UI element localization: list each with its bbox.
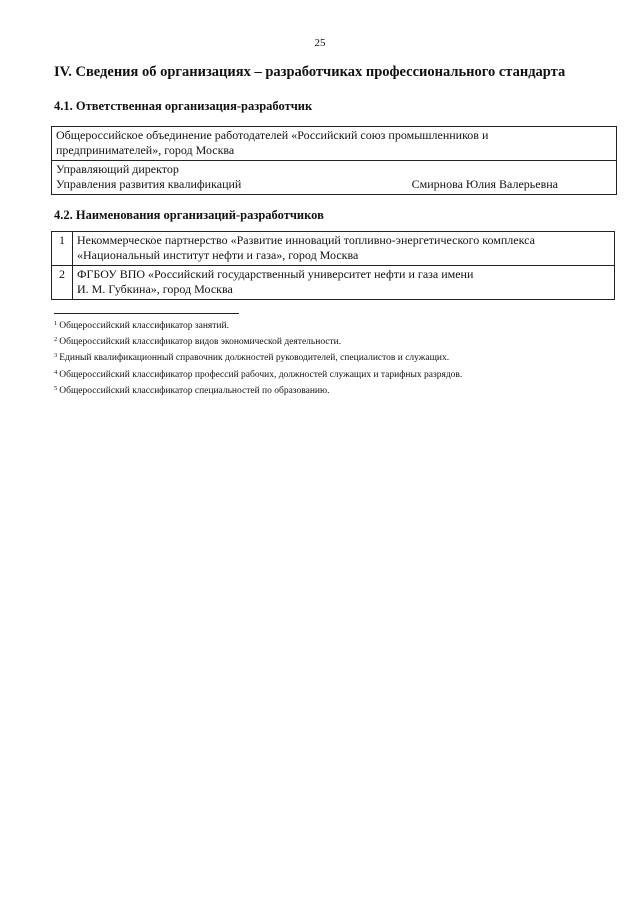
footnote-mark: 5	[54, 384, 58, 392]
responsible-person-name: Смирнова Юлия Валерьевна	[411, 177, 558, 191]
responsible-org-table	[51, 126, 617, 195]
footnote	[54, 317, 614, 333]
footnote-text: Общероссийский классификатор видов экономической деятельности.	[59, 337, 342, 348]
table-row	[52, 266, 615, 300]
developer-org-name	[73, 232, 615, 266]
developer-orgs-table	[51, 231, 615, 300]
footnote-divider	[54, 313, 239, 314]
responsible-org-heading: 4.1. Ответственная организация-разработчик	[54, 99, 313, 113]
footnote-mark: 1	[54, 320, 58, 327]
page-number: 25	[314, 37, 326, 49]
footnote-text: Общероссийский классификатор специальностей по образованию.	[59, 385, 330, 396]
developer-org-line: Некоммерческое партнерство «Развитие инноваций топливно-энергетического комплекса	[77, 233, 535, 247]
responsible-person-row	[52, 160, 616, 194]
footnote-mark: 4	[54, 368, 58, 376]
row-number: 1	[52, 232, 73, 266]
footnote	[54, 333, 614, 349]
footnote	[54, 382, 614, 398]
footnote-text: Общероссийский классификатор профессий рабочих, должностей служащих и тарифных разрядов.	[59, 369, 463, 380]
developer-org-line: И. М. Губкина», город Москва	[77, 282, 233, 296]
footnote	[54, 366, 614, 382]
footnote-text: Общероссийский классификатор занятий.	[59, 321, 229, 331]
responsible-org-name-row	[52, 127, 616, 160]
table-row	[52, 232, 615, 266]
section-title: IV. Сведения об организациях – разработчиках профессионального стандарта	[54, 64, 566, 80]
responsible-org-name-line: предпринимателей», город Москва	[56, 143, 235, 157]
footnote	[54, 349, 614, 365]
row-number: 2	[52, 266, 73, 300]
footnote-mark: 2	[54, 336, 58, 344]
footnote-mark: 3	[54, 352, 58, 360]
developer-org-line: ФГБОУ ВПО «Российский государственный университет нефти и газа имени	[77, 267, 474, 281]
responsible-position-line: Управления развития квалификаций	[56, 177, 242, 191]
developer-org-line: «Национальный институт нефти и газа», город Москва	[77, 248, 359, 262]
footnotes-list	[54, 317, 614, 398]
footnote-text: Единый квалификационный справочник должностей руководителей, специалистов и служащих.	[59, 353, 450, 364]
responsible-position-line: Управляющий директор	[56, 162, 179, 176]
developer-org-name	[73, 266, 615, 300]
developer-orgs-heading: 4.2. Наименования организаций-разработчиков	[54, 208, 324, 222]
responsible-org-name-line: Общероссийское объединение работодателей «Российский союз промышленников и	[56, 128, 489, 142]
